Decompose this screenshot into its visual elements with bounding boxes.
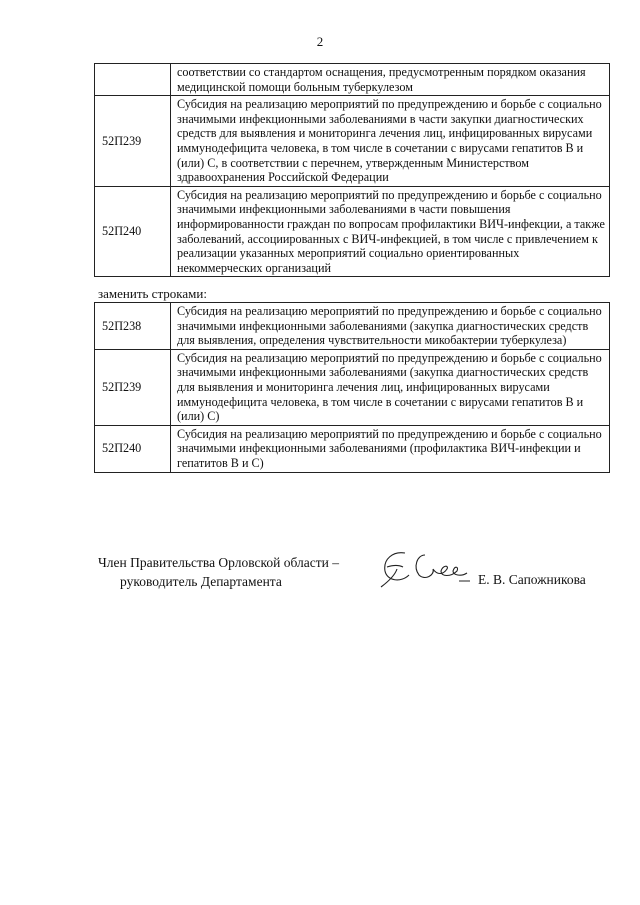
row-description: Субсидия на реализацию мероприятий по предупреждению и борьбе с социально значимыми инфекционными заболеваниями в части повышения информированности граждан по вопросам профилактики ВИЧ-инфекции, а также заболеваний, ассоциированных с ВИЧ-инфекцией, в том числе с привлечением к реализации указанных мероприятий социально ориентированных некоммерческих организаций [171,186,610,277]
row-description: Субсидия на реализацию мероприятий по предупреждению и борьбе с социально значимыми инфекционными заболеваниями (профилактика ВИЧ-инфекции и гепатитов B и C) [171,425,610,472]
replace-instruction: заменить строками: [98,286,207,301]
table-row [95,186,610,277]
table-row [95,64,610,96]
row-code: 52П239 [95,349,171,425]
row-code: 52П240 [95,425,171,472]
row-description: соответствии со стандартом оснащения, предусмотренным порядком оказания медицинской помощи больным туберкулезом [171,64,610,96]
signer-position [98,553,339,591]
row-description: Субсидия на реализацию мероприятий по предупреждению и борьбе с социально значимыми инфекционными заболеваниями (закупка диагностических средств для выявления и мониторинга лечения лиц, инфицированных вирусами иммунодефицита человека, в том числе в сочетании с вирусами гепатитов B и (или) C) [171,349,610,425]
signer-name: Е. В. Сапожникова [478,572,586,587]
row-description: Субсидия на реализацию мероприятий по предупреждению и борьбе с социально значимыми инфекционными заболеваниями (закупка диагностических средств для выявления, определения чувствительности микобактерии туберкулеза) [171,303,610,350]
signer-position-line2: руководитель Департамента [120,574,282,589]
table-row [95,303,610,350]
budget-codes-table-old [94,63,610,277]
row-code: 52П240 [95,186,171,277]
row-code [95,64,171,96]
row-description: Субсидия на реализацию мероприятий по предупреждению и борьбе с социально значимыми инфекционными заболеваниями в части закупки диагностических средств для выявления и мониторинга лечения лиц, инфицированных вирусами иммунодефицита человека, в том числе в сочетании с вирусами гепатитов B и (или) C, в соответствии с перечнем, утвержденным Министерством здравоохранения Российской Федерации [171,96,610,187]
row-code: 52П238 [95,303,171,350]
table-row [95,349,610,425]
table-row [95,96,610,187]
signer-position-line1: Член Правительства Орловской области – [98,555,340,570]
page-number: 2 [316,34,324,49]
handwritten-signature [375,545,470,593]
table-row [95,425,610,472]
budget-codes-table-new [94,302,610,473]
row-code: 52П239 [95,96,171,187]
